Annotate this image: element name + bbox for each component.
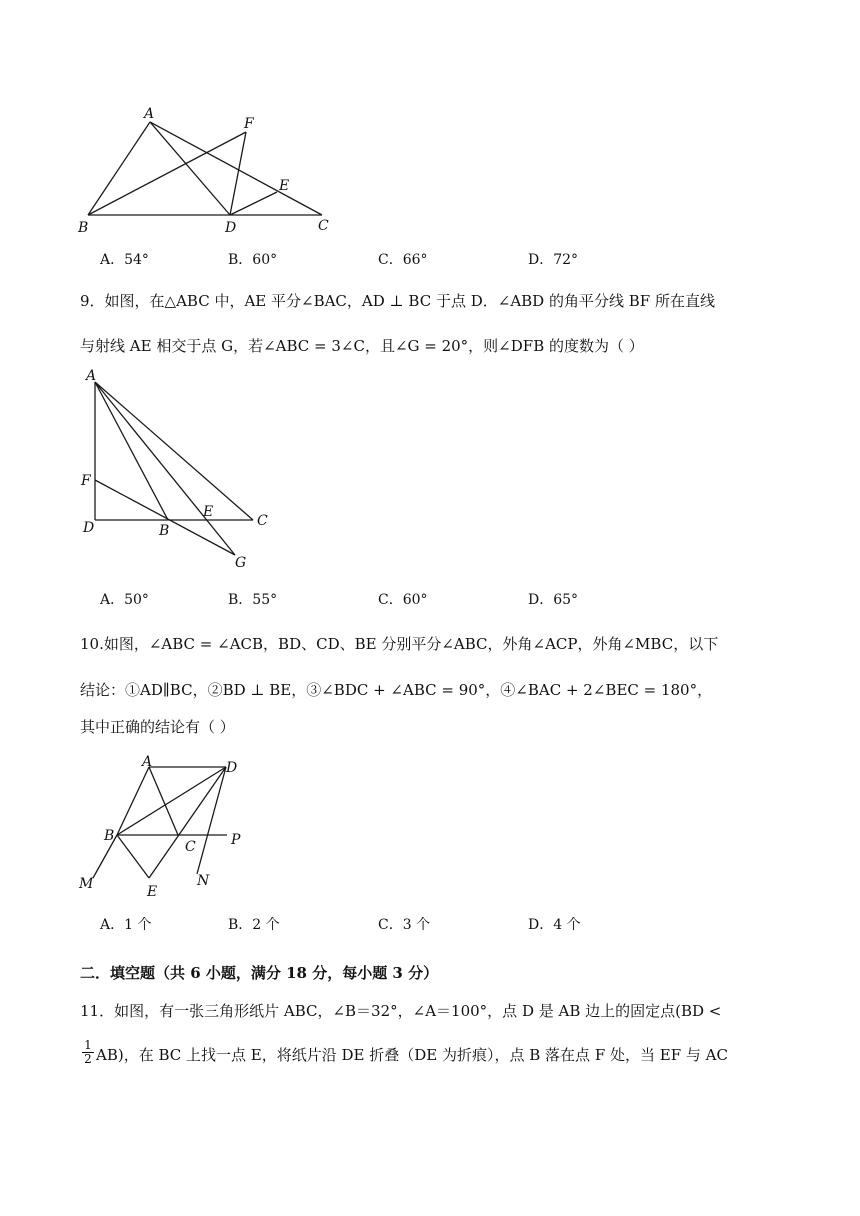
label-f: F [244,116,254,132]
label-b: B [104,828,115,844]
fraction-denominator: 2 [84,1052,92,1066]
q9-option-d: D．65° [528,592,579,608]
label-c: C [257,513,268,529]
label-m: M [79,876,94,892]
q10-option-d: D．4 个 [528,917,581,933]
fraction-numerator: 1 [84,1038,92,1052]
q10-options [100,914,700,934]
label-a: A [86,368,97,384]
label-d: D [83,520,95,536]
q9-text-line-1: 9．如图，在△ABC 中，AE 平分∠BAC，AD ⊥ BC 于点 D．∠ABD 的角平分线 BF 所在直线 [80,292,715,310]
label-a: A [142,754,153,770]
label-c: C [185,839,196,855]
q8-options [100,249,700,269]
label-p: P [231,832,241,848]
q8-option-a: A．54° [100,252,149,268]
segment-ac [95,382,253,520]
label-b: B [78,220,89,236]
label-n: N [197,873,210,889]
q9-options [100,589,700,609]
q8-figure [70,100,350,240]
q10-option-a: A．1 个 [100,917,152,933]
q8-option-b: B．60° [228,252,278,268]
q9-text-line-2: 与射线 AE 相交于点 G，若∠ABC = 3∠C，且∠G = 20°，则∠DFB 的度数为（ ） [80,337,644,355]
q9-option-b: B．55° [228,592,278,608]
segment-de [230,192,277,215]
q10-figure [75,750,275,900]
q9-option-c: C．60° [378,592,428,608]
label-c: C [318,218,329,234]
label-a: A [144,106,155,122]
q10-option-b: B．2 个 [228,917,280,933]
q9-figure [75,365,295,575]
q11-text-line-1: 11．如图，有一张三角形纸片 ABC，∠B＝32°，∠A＝100°，点 D 是 AB 边上的固定点(BD < [80,1002,722,1020]
label-f: F [81,473,91,489]
segment-ab [88,122,150,215]
segment-df [230,132,246,215]
section-2-heading: 二．填空题（共 6 小题，满分 18 分，每小题 3 分） [80,964,439,982]
q9-option-a: A．50° [100,592,149,608]
q10-text-line-3: 其中正确的结论有（ ） [80,718,235,736]
label-e: E [203,504,214,520]
label-g: G [235,555,247,571]
q10-option-c: C．3 个 [378,917,431,933]
segment-ad [150,122,230,215]
segment-ac [149,767,178,835]
label-b: B [159,523,170,539]
segment-ec [149,767,226,878]
segment-bf [88,132,246,215]
label-d: D [226,760,238,776]
q11-fraction-half [80,1039,96,1066]
label-d: D [225,220,237,236]
q8-option-c: C．66° [378,252,428,268]
label-e: E [279,178,290,194]
q11-text-line-2: AB)，在 BC 上找一点 E，将纸片沿 DE 折叠（DE 为折痕），点 B 落在点 F 处，当 EF 与 AC [96,1046,728,1064]
segment-fg [95,480,235,555]
q10-text-line-1: 10.如图，∠ABC = ∠ACB，BD、CD、BE 分别平分∠ABC，外角∠ACP，外角∠MBC，以下 [80,635,719,653]
label-e: E [147,884,158,900]
q8-option-d: D．72° [528,252,579,268]
q10-text-line-2: 结论：①AD∥BC，②BD ⊥ BE，③∠BDC + ∠ABC = 90°，④∠BAC + 2∠BEC = 180°， [80,681,713,699]
segment-be [117,835,149,878]
